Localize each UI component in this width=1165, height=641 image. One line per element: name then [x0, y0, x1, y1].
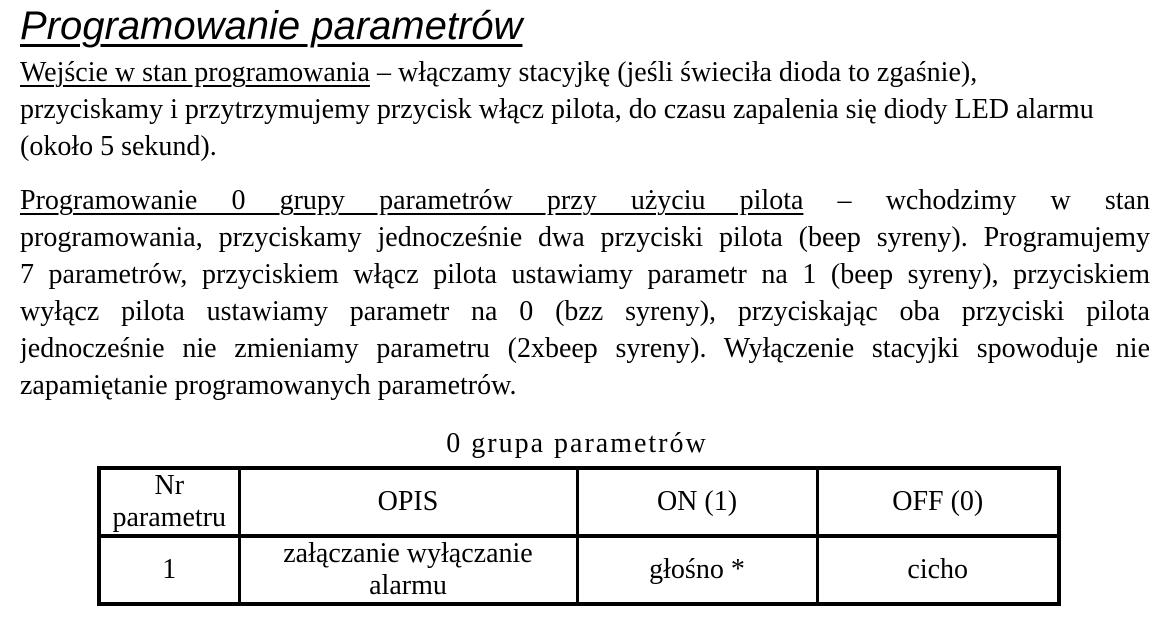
paragraph-wejscie-w-stan-programowania [20, 54, 1150, 165]
text-line [20, 182, 1150, 219]
body-text: wyłącz pilota ustawiamy parametr na 0 (bzz syreny), przyciskając oba przyciski pilota [20, 296, 1150, 327]
underlined-heading-text: Programowanie 0 grupy parametrów przy użyciu pilota [20, 185, 804, 216]
text-line [20, 128, 1150, 165]
table-cell [577, 536, 817, 604]
header-cell [577, 468, 817, 536]
header-cell-line: Nr [154, 470, 185, 501]
table-row [99, 536, 1059, 604]
header-cell [99, 468, 239, 536]
body-text: programowania, przyciskamy jednocześnie dwa przyciski pilota (beep syreny). Programujemy [20, 222, 1150, 253]
body-text: – wchodzimy w stan [803, 185, 1150, 216]
table-cell [817, 536, 1059, 604]
text-line [20, 91, 1150, 128]
underlined-heading-text: Wejście w stan programowania [20, 57, 370, 88]
text-line [20, 54, 1150, 91]
body-text: (około 5 sekund). [20, 131, 217, 162]
text-line [20, 219, 1150, 256]
header-cell-line: parametru [112, 502, 226, 533]
body-text: przyciskamy i przytrzymujemy przycisk włącz pilota, do czasu zapalenia się diody LED alarmu [20, 94, 1094, 125]
body-text: jednocześnie nie zmieniamy parametru (2xbeep syreny). Wyłączenie stacyjki spowoduje nie [20, 333, 1150, 364]
table-caption: 0 grupa parametrów [446, 428, 708, 459]
text-line [20, 330, 1150, 367]
cell-line: głośno * [649, 554, 745, 585]
table-cell [239, 536, 577, 604]
text-line [20, 367, 1150, 404]
text-line [20, 293, 1150, 330]
body-text: zapamiętanie programowanych parametrów. [20, 370, 517, 401]
body-text: 7 parametrów, przyciskiem włącz pilota ustawiamy parametr na 1 (beep syreny), przyciskiem [20, 259, 1150, 290]
page-title: Programowanie parametrów [20, 4, 523, 48]
header-cell-line: ON (1) [656, 486, 738, 517]
header-cell-line: OPIS [377, 486, 439, 517]
cell-line: 1 [162, 554, 177, 585]
header-cell-line: OFF (0) [892, 486, 984, 517]
parameters-table [97, 466, 1061, 606]
table-cell [99, 536, 239, 604]
table-header-row [99, 468, 1059, 536]
cell-line: cicho [907, 554, 969, 585]
header-cell [817, 468, 1059, 536]
paragraph-programowanie-0-grupy [20, 182, 1150, 404]
body-text: – włączamy stacyjkę (jeśli świeciła dioda to zgaśnie), [369, 57, 978, 88]
header-cell [239, 468, 577, 536]
text-line [20, 256, 1150, 293]
cell-line: załączanie wyłączanie [283, 538, 533, 569]
cell-line: alarmu [369, 570, 447, 601]
